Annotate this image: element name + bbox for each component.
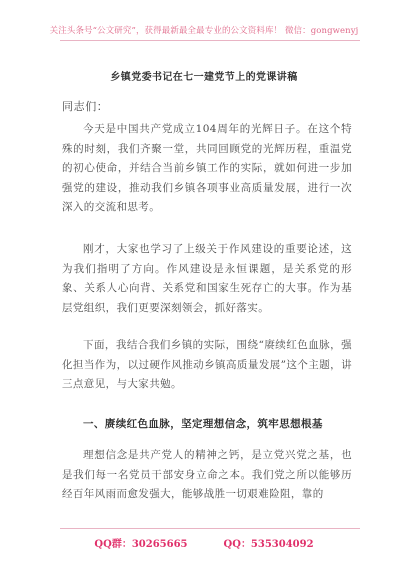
footer-qq-group: QQ群：30265665 (94, 539, 188, 550)
header-divider (60, 40, 360, 41)
footer (0, 535, 408, 550)
paragraph-2: 刚才，大家也学习了上级关于作风建设的重要论述，这为我们指明了方向。作风建设是永恒课题，是关系党的形象、关系人心向背、关系党和国家生死存亡的大事。作为基层党组织，我们更要深刻领会，抓好落实。 (62, 243, 352, 314)
paragraph-3: 下面，我结合我们乡镇的实际，围绕“赓续红色血脉，强化担当作为，以过硬作风推动乡镇高质量发展”这个主题，讲三点意见，与大家共勉。 (62, 339, 352, 390)
header-banner: 关注头条号“公文研究”，获得最新最全最专业的公文资料库！ 微信：gongwenyj (49, 26, 359, 36)
footer-qq: QQ：535304092 (223, 539, 314, 550)
document-title: 乡镇党委书记在七一建党节上的党课讲稿 (110, 72, 298, 83)
salutation: 同志们： (62, 100, 109, 113)
paragraph-1: 今天是中国共产党成立104周年的光辉日子。在这个特殊的时刻，我们齐聚一堂，共同回顾党的光辉历程，重温党的初心使命，并结合当前乡镇工作的实际，就如何进一步加强党的建设，推动我们乡镇各项事业高质量发展，进行一次深入的交流和思考。 (62, 123, 352, 213)
section-heading-1: 一、赓续红色血脉，坚定理想信念，筑牢思想根基 (83, 418, 323, 430)
section-paragraph: 理想信念是共产党人的精神之钙，是立党兴党之基，也是我们每一名党员干部安身立命之本。我们党之所以能够历经百年风雨而愈发强大，能够战胜一切艰难险阻，靠的 (62, 449, 352, 500)
footer-divider (60, 528, 360, 529)
